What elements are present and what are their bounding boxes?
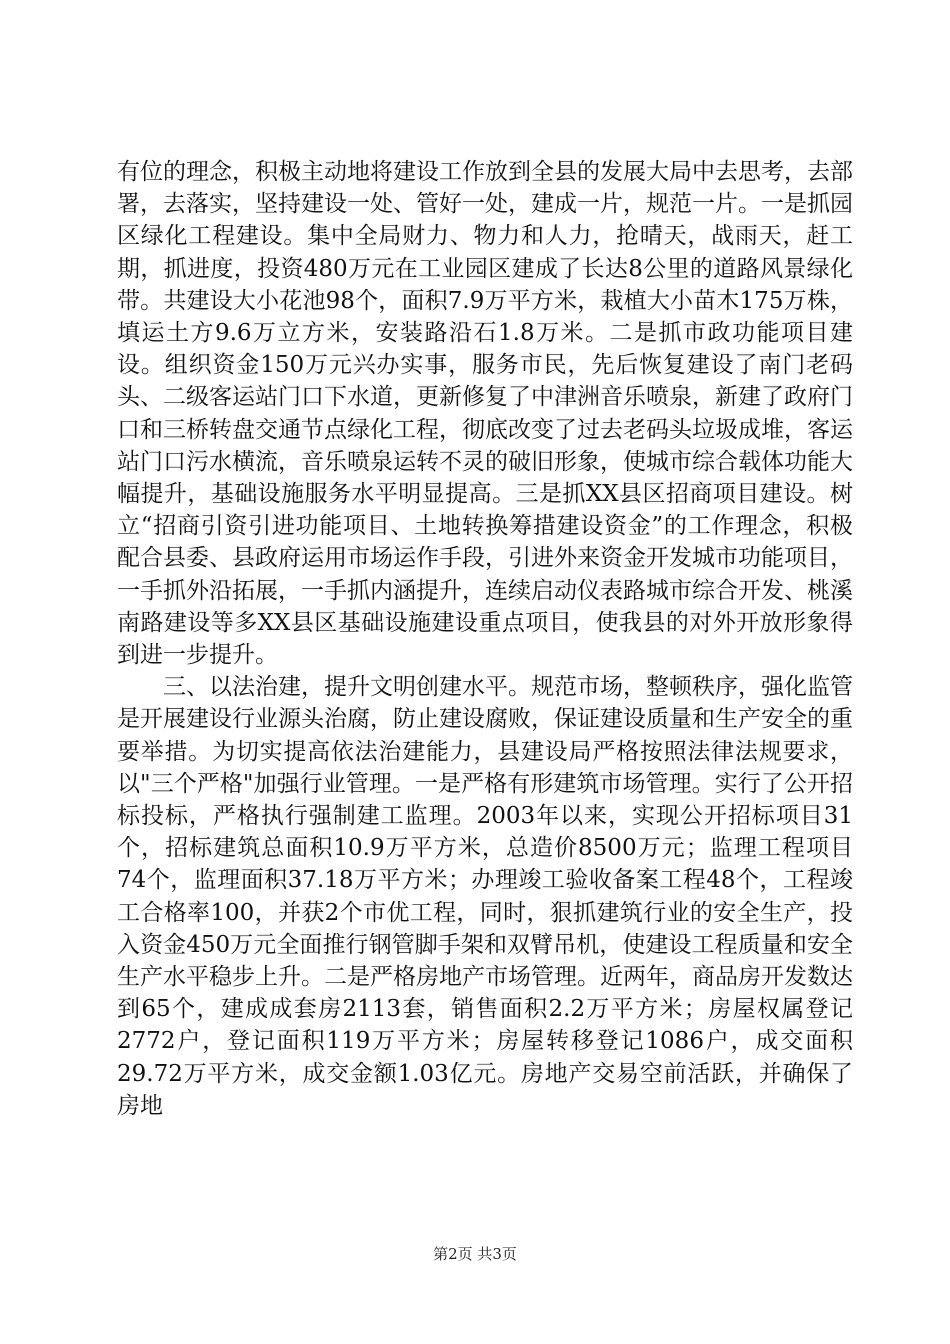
document-body [117,156,853,1122]
paragraph-continued: 有位的理念，积极主动地将建设工作放到全县的发展大局中去思考，去部署，去落实，坚持建设一处、管好一处，建成一片，规范一片。一是抓园区绿化工程建设。集中全局财力、物力和人力，抢晴天，战雨天，赶工期，抓进度，投资480万元在工业园区建成了长达8公里的道路风景绿化带。共建设大小花池98个，面积7.9万平方米，栽植大小苗木175万株，填运土方9.6万立方米，安装路沿石1.8万米。二是抓市政功能项目建设。组织资金150万元兴办实事，服务市民，先后恢复建设了南门老码头、二级客运站门口下水道，更新修复了中津洲音乐喷泉，新建了政府门口和三桥转盘交通节点绿化工程，彻底改变了过去老码头垃圾成堆，客运站门口污水横流，音乐喷泉运转不灵的破旧形象，使城市综合载体功能大幅提升，基础设施服务水平明显提高。三是抓XX县区招商项目建设。树立“招商引资引进功能项目、土地转换筹措建设资金”的工作理念，积极配合县委、县政府运用市场运作手段，引进外来资金开发城市功能项目，一手抓外沿拓展，一手抓内涵提升，连续启动仪表路城市综合开发、桃溪南路建设等多XX县区基础设施建设重点项目，使我县的对外开放形象得到进一步提升。 [117,159,853,669]
paragraph-section-three: 三、以法治建，提升文明创建水平。规范市场，整顿秩序，强化监管是开展建设行业源头治腐，防止建设腐败，保证建设质量和生产安全的重要举措。为切实提高依法治建能力，县建设局严格按照法律法规要求，以"三个严格"加强行业管理。一是严格有形建筑市场管理。实行了公开招标投标，严格执行强制建工监理。2003年以来，实现公开招标项目31个，招标建筑总面积10.9万平方米，总造价8500万元；监理工程项目74个，监理面积37.18万平方米；办理竣工验收备案工程48个，工程竣工合格率100，并获2个市优工程，同时，狠抓建筑行业的安全生产，投入资金450万元全面推行钢管脚手架和双臂吊机，使建设工程质量和安全生产水平稳步上升。二是严格房地产市场管理。近两年，商品房开发数达到65个，建成成套房2113套，销售面积2.2万平方米；房屋权属登记2772户，登记面积119万平方米；房屋转移登记1086户，成交面积29.72万平方米，成交金额1.03亿元。房地产交易空前活跃，并确保了房地 [117,674,853,1119]
page-footer: 第2页 共3页 [433,1245,517,1263]
